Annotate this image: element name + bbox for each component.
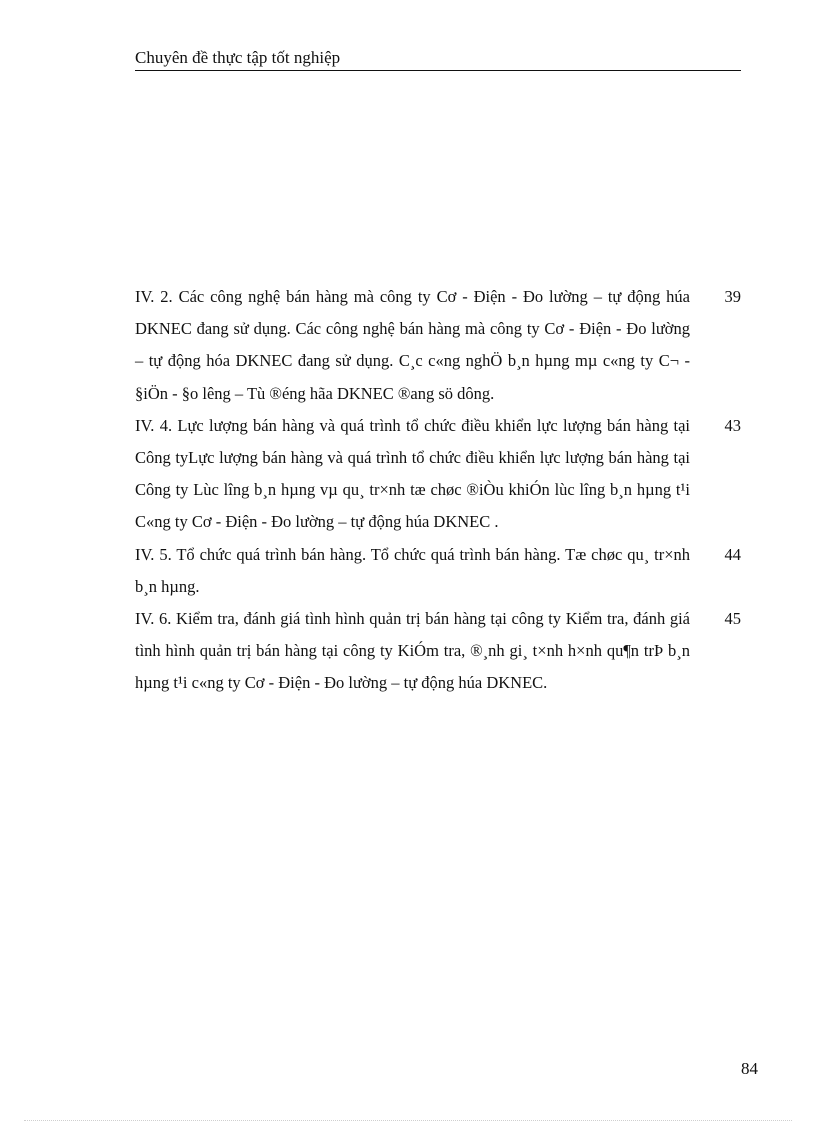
toc-entry-page: 43: [724, 415, 741, 435]
page-edge-divider: [24, 1120, 792, 1121]
toc-entry-title: IV. 4. Lực lượng bán hàng và quá trình tổ chức điều khiển lực lượng bán hàng tại Công tyLực lượng bán hàng và quá trình tổ chức điều khiển lực lượng bán hàng tại Công ty Lùc lîng b¸n hµng vµ qu¸ tr×nh tæ chøc ®iÒu khiÓn lùc lîng b¸n hµng t¹i C«ng ty Cơ - Điện - Đo lường – tự động húa DKNEC .: [135, 415, 690, 532]
toc-entry-title: IV. 6. Kiểm tra, đánh giá tình hình quản trị bán hàng tại công ty Kiểm tra, đánh giá tình hình quản trị bán hàng tại công ty KiÓm tra, ®¸nh gi¸ t×nh h×nh qu¶n trÞ b¸n hµng t¹i c«ng ty Cơ - Điện - Đo lường – tự động húa DKNEC.: [135, 609, 690, 693]
toc-entry[interactable]: [135, 539, 741, 603]
page-number: 84: [741, 1059, 758, 1078]
toc-entry-title: IV. 5. Tổ chức quá trình bán hàng. Tổ chức quá trình bán hàng. Tæ chøc qu¸ tr×nh b¸n hµng.: [135, 544, 690, 596]
toc-entry-page: 44: [724, 544, 741, 564]
table-of-contents: [135, 281, 741, 700]
running-header: [135, 47, 741, 71]
toc-entry[interactable]: [135, 410, 741, 539]
toc-entry[interactable]: [135, 603, 741, 700]
header-title: Chuyên đề thực tập tốt nghiệp: [135, 48, 341, 67]
toc-entry-page: 39: [724, 287, 741, 306]
toc-entry-title: IV. 2. Các công nghệ bán hàng mà công ty Cơ - Điện - Đo lường – tự động húa DKNEC đang sử dụng. Các công nghệ bán hàng mà công ty Cơ - Điện - Đo lường – tự động hóa DKNEC đang sử dụng. C¸c c«ng nghÖ b¸n hµng mµ c«ng ty C¬ - §iÖn - §o lêng – Tù ®éng hãa DKNEC ®ang sö dông.: [135, 287, 690, 403]
toc-entry-page: 45: [724, 609, 741, 629]
toc-entry[interactable]: [135, 281, 741, 410]
